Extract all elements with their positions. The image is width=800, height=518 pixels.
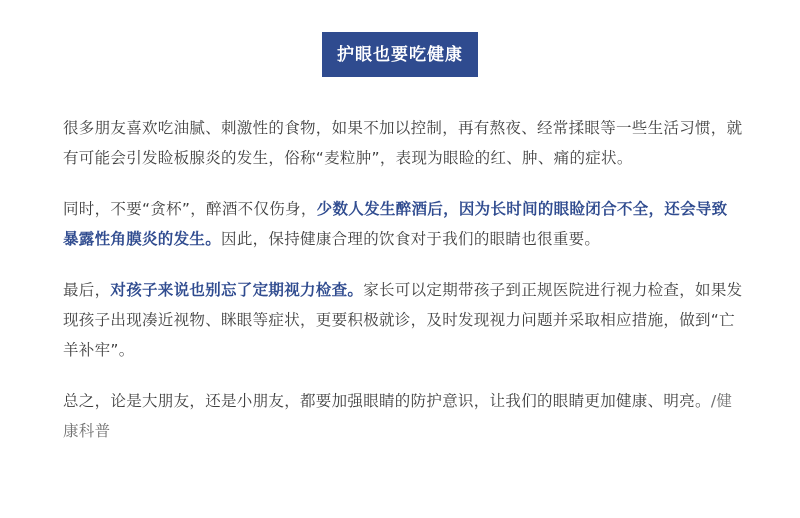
paragraph-2-conclusion: 因此，保持健康合理的饮食对于我们的眼睛也很重要。 (221, 230, 601, 248)
paragraph-4-text: 总之，论是大朋友，还是小朋友，都要加强眼睛的防护意识，让我们的眼睛更加健康、明亮。 (63, 392, 711, 410)
paragraph-2-highlight: 少数人发生醉酒后，因为长时间的眼睑闭合不全，还会导致暴露性角膜炎的发生。 (63, 200, 728, 248)
paragraph-4 (63, 386, 743, 446)
paragraph-2 (63, 194, 743, 254)
article-title: 护眼也要吃健康 (322, 32, 478, 77)
paragraph-1-text: 很多朋友喜欢吃油腻、刺激性的食物，如果不加以控制，再有熬夜、经常揉眼等一些生活习惯，就有可能会引发睑板腺炎的发生，俗称“麦粒肿”，表现为眼睑的红、肿、痛的症状。 (63, 119, 743, 167)
paragraph-3-highlight: 对孩子来说也别忘了定期视力检查。 (110, 281, 364, 299)
paragraph-3 (63, 275, 743, 365)
title-container (0, 32, 800, 77)
paragraph-3-intro: 最后， (63, 281, 111, 299)
paragraph-3-body: 家长可以定期带孩子到正规医院进行视力检查，如果发现孩子出现凑近视物、眯眼等症状，更要积极就诊，及时发现视力问题并采取相应措施，做到“亡羊补牢”。 (63, 281, 743, 359)
article-body (63, 113, 743, 446)
paragraph-1 (63, 113, 743, 173)
paragraph-2-intro: 同时，不要“贪杯”，醉酒不仅伤身， (63, 200, 317, 218)
source-attribution: /健康科普 (63, 392, 733, 440)
